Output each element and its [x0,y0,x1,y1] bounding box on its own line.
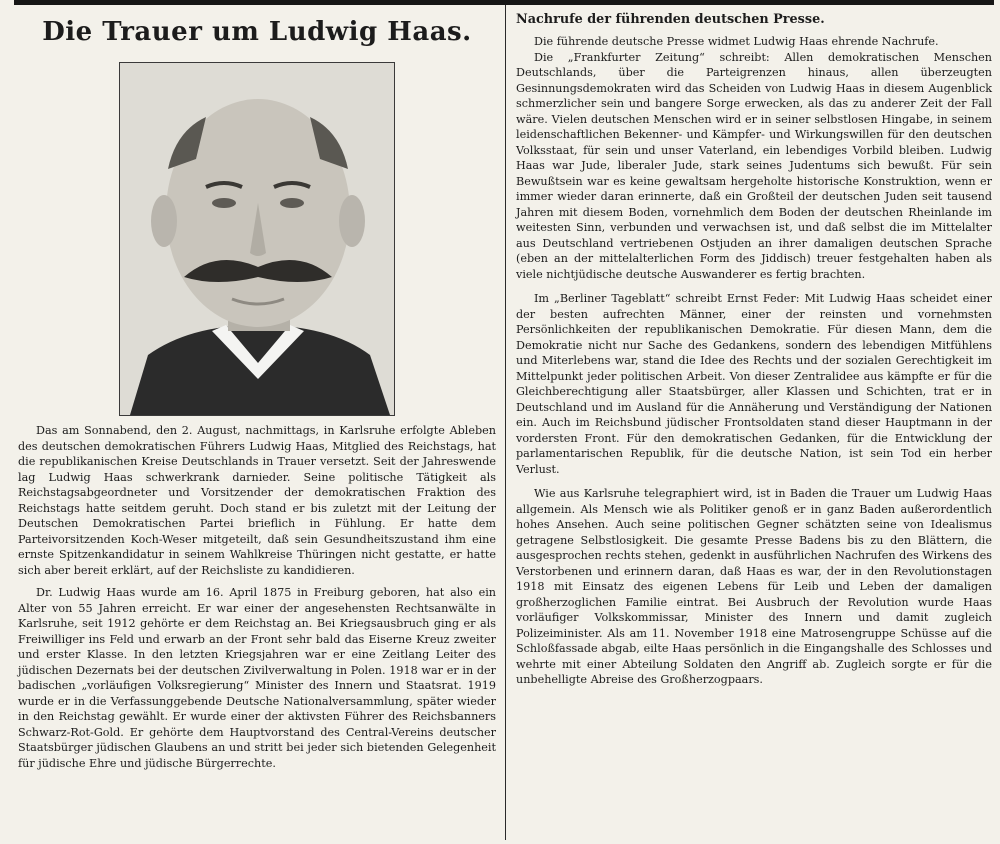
top-rule [14,0,994,5]
paragraph-gap [516,477,992,486]
left-column [18,8,496,771]
article-paragraph: Die führende deutsche Presse widmet Ludwig Haas ehrende Nachrufe. [534,35,939,48]
article-paragraph: Dr. Ludwig Haas wurde am 16. April 1875 in Freiburg geboren, hat also ein Alter von 55 Jahren erreicht. Er war einer der angesehensten Rechtsanwälte in Karlsruhe, seit 1912 gehörte er dem Reichstag an. Bei Kriegsausbruch ging er als Freiwilliger ins Feld und erwarb an der Front sehr bald das Eiserne Kreuz zweiter und erster Klasse. In den letzten Kriegsjahren war er eine Zeitlang Leiter des jüdischen Dezernats bei der deutschen Zivilverwaltung in Polen. 1918 war er in der badischen „vorläufigen Volksregierung“ Minister des Innern und Staatsrat. 1919 wurde er in die Verfassunggebende Deutsche Nationalversammlung, später wieder in den Reichstag gewählt. Er wurde einer der aktivsten Führer des Reichsbanners Schwarz-Rot-Gold. Er gehörte dem Hauptvorstand des Central-Vereins deutscher Staatsbürger jüdischen Glaubens an und stritt bei jeder sich bietenden Gelegenheit für jüdische Ehre und jüdische Bürgerrechte. [18,586,496,770]
paragraph-gap [516,282,992,291]
column-divider [505,5,506,840]
article-paragraph: Die „Frankfurter Zeitung“ schreibt: Allen demokratischen Menschen Deutschlands, über die Parteigrenzen hinaus, allen überzeugten Gesinnungsdemokraten wird das Scheiden von Ludwig Haas in diesem Augenblick schmerzlicher sein und bangere Sorge erwecken, als das zu anderer Zeit der Fall wäre. Vielen deutschen Menschen wird er in seiner selbstlosen Hingabe, in seinem leidenschaftlichen Bekenner- und Kämpfer- und Wirkungswillen für den deutschen Volksstaat, für sein und unser Vaterland, ein lebendiges Vorbild bleiben. Ludwig Haas war Jude, liberaler Jude, stark seines Judentums sich bewußt. Für sein Bewußtsein war es keine gewaltsam hergeholte historische Konstruktion, wenn er immer wieder daran erinnerte, daß ein Großteil der deutschen Juden seit tausend Jahren mit diesem Boden, vornehmlich dem Boden der deutschen Rheinlande im weitesten Sinn, verbunden und verwachsen ist, und daß selbst die im Mittelalter aus Deutschland vertriebenen Ostjuden an ihrer damaligen deutschen Sprache (eben an der mittelalterlichen Form des Jiddisch) treuer festgehalten haben als viele nichtjüdische deutsche Auswanderer es fertig brachten. [516,50,992,281]
article-paragraph: Das am Sonnabend, den 2. August, nachmittags, in Karlsruhe erfolgte Ableben des deutschen demokratischen Führers Ludwig Haas, Mitglied des Reichstags, hat die republikanischen Kreise Deutschlands in Trauer versetzt. Seit der Jahreswende lag Ludwig Haas schwerkrank darnieder. Seine politische Tätigkeit als Reichstagsabgeordneter und Vorsitzender der demokratischen Fraktion des Reichstags hatte seitdem geruht. Doch stand er bis zuletzt mit der Leitung der Deutschen Demokratischen Partei brieflich in Fühlung. Er hatte dem Parteivorsitzenden Koch-Weser mitgeteilt, daß sein Gesundheitszustand ihm eine ernste Spitzenkandidatur in seinem Wahlkreise Thüringen nicht gestatte, er hatte sich aber bereit erklärt, auf der Reichsliste zu kandidieren. [18,424,496,577]
section-heading: Nachrufe der führenden deutschen Presse. [516,12,825,27]
article-paragraph: Im „Berliner Tageblatt“ schreibt Ernst Feder: Mit Ludwig Haas scheidet einer der besten aufrechten Männer, einer der reinsten und vornehmsten Persönlichkeiten der republikanischen Demokratie. Für diesen Mann, dem die Demokratie nicht nur Sache des Gedankens, sondern des lebendigen Mitfühlens und Miterlebens war, stand die Idee des Rechts und der sozialen Gerechtigkeit im Mittelpunkt jeder politischen Arbeit. Von dieser Zentralidee aus kämpfte er für die Gleichberechtigung aller Staatsbürger, aller Klassen und Schichten, trat er in Deutschland und im Ausland für die Annäherung und Verständigung der Nationen ein. Auch im Reichsbund jüdischer Frontsoldaten stand dieser Hauptmann in der vordersten Front. Für den demokratischen Gedanken, für die Entwicklung der parlamentarischen Republik, für die deutsche Nation, ist sein Tod ein herber Verlust. [516,292,992,476]
article-paragraph: Wie aus Karlsruhe telegraphiert wird, ist in Baden die Trauer um Ludwig Haas allgemein. Als Mensch wie als Politiker genoß er in ganz Baden außerordentlich hohes Ansehen. Auch seine politischen Gegner schätzten seine von Idealismus getragene Selbstlosigkeit. Die gesamte Presse Badens bis zu den Blättern, die ausgesprochen rechts stehen, gedenkt in ausführlichen Nachrufen des Wirkens des Verstorbenen und erinnern daran, daß Haas es war, der in den Revolutionstagen 1918 mit Einsatz des eigenen Lebens für Leib und Leben der damaligen großherzoglichen Familie eintrat. Bei Ausbruch der Revolution wurde Haas vorläufiger Volkskommissar, Minister des Innern und damit zugleich Polizeiminister. Als am 11. November 1918 eine Matrosengruppe Schüsse auf die Schloßfassade abgab, eilte Haas persönlich in die Eingangshalle des Schlosses und wehrte mit einer Abteilung Soldaten den Angriff ab. Zugleich sorgte er für die unbehelligte Abreise des Großherzogpaars. [516,487,992,686]
right-column [516,8,992,688]
headline: Die Trauer um Ludwig Haas. [42,17,472,47]
portrait-photo [119,62,395,416]
